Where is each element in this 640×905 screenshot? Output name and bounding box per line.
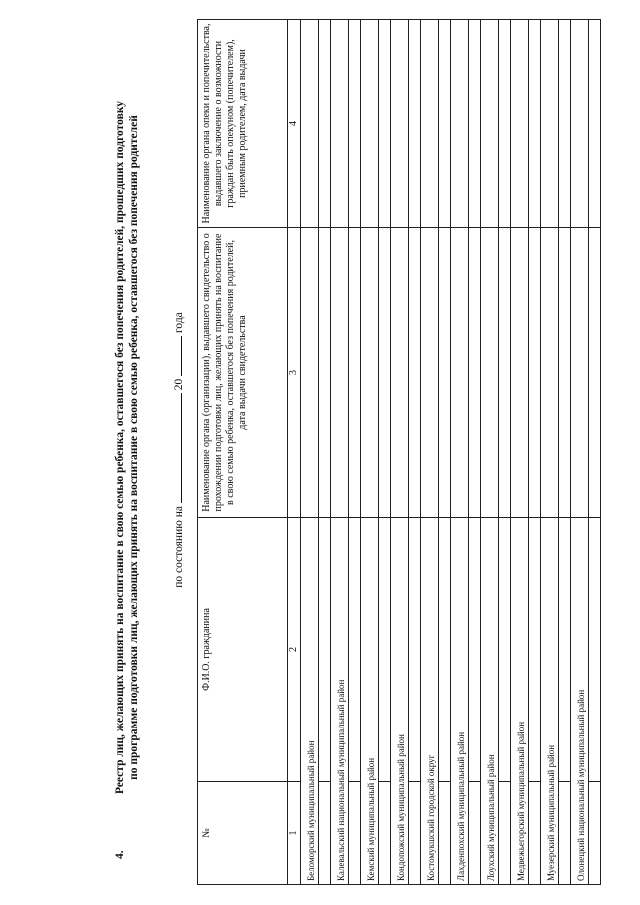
district-row xyxy=(451,20,469,885)
empty-cell xyxy=(589,782,601,885)
empty-cell xyxy=(379,228,391,518)
empty-cell xyxy=(529,518,541,782)
empty-cell xyxy=(379,20,391,228)
empty-cell xyxy=(361,20,379,228)
empty-cell xyxy=(451,20,469,228)
district-row xyxy=(361,20,379,885)
empty-cell xyxy=(349,20,361,228)
year-prefix: 20 xyxy=(173,378,185,391)
empty-cell xyxy=(499,20,511,228)
empty-cell xyxy=(571,228,589,518)
empty-cell xyxy=(409,782,421,885)
empty-cell xyxy=(469,782,481,885)
empty-cell xyxy=(439,518,451,782)
header-number: № xyxy=(198,782,288,885)
empty-cell xyxy=(319,782,331,885)
as-of-date-line xyxy=(170,285,185,615)
empty-cell xyxy=(589,228,601,518)
entry-row xyxy=(439,20,451,885)
registry-heading xyxy=(113,60,141,859)
empty-cell xyxy=(391,228,409,518)
column-number: 4 xyxy=(288,20,301,228)
district-name: Кемский муниципальный район xyxy=(361,518,379,885)
empty-cell xyxy=(361,228,379,518)
empty-cell xyxy=(571,20,589,228)
empty-cell xyxy=(379,518,391,782)
empty-cell xyxy=(301,228,319,518)
entry-row xyxy=(349,20,361,885)
district-name: Олонецкий национальный муниципальный район xyxy=(571,518,589,885)
district-row xyxy=(541,20,559,885)
district-row xyxy=(301,20,319,885)
empty-cell xyxy=(499,518,511,782)
entry-row xyxy=(559,20,571,885)
empty-cell xyxy=(499,228,511,518)
column-number: 2 xyxy=(288,518,301,782)
district-name: Калевальский национальный муниципальный район xyxy=(331,518,349,885)
empty-cell xyxy=(421,228,439,518)
empty-cell xyxy=(421,20,439,228)
empty-cell xyxy=(349,228,361,518)
empty-cell xyxy=(331,20,349,228)
empty-cell xyxy=(511,228,529,518)
empty-cell xyxy=(439,20,451,228)
district-row xyxy=(481,20,499,885)
empty-cell xyxy=(559,782,571,885)
district-row xyxy=(571,20,589,885)
entry-row xyxy=(529,20,541,885)
empty-cell xyxy=(319,20,331,228)
header-row xyxy=(198,20,288,885)
district-name: Лоухский муниципальный район xyxy=(481,518,499,885)
empty-cell xyxy=(349,782,361,885)
entry-row xyxy=(499,20,511,885)
year-blank xyxy=(170,336,182,376)
entry-row xyxy=(319,20,331,885)
district-row xyxy=(511,20,529,885)
heading-line-1: Реестр лиц, желающих принять на воспитание в свою семью ребенка, оставшегося без попечения родителей, прошедших подготовку xyxy=(114,100,126,795)
empty-cell xyxy=(499,782,511,885)
district-name: Медвежьегорский муниципальный район xyxy=(511,518,529,885)
header-certificate-issuer: Наименование органа (организации), выдавшего свидетельство о прохождении подготовки лиц, желающих принять на воспитание в свою семью ребенка, оставшегося без попечения родителей, дата выдачи свидетельства xyxy=(198,228,288,518)
as-of-prefix: по состоянию на xyxy=(173,506,185,588)
empty-cell xyxy=(541,228,559,518)
empty-cell xyxy=(529,782,541,885)
district-row xyxy=(421,20,439,885)
empty-cell xyxy=(589,20,601,228)
as-of-suffix: года xyxy=(173,312,185,334)
empty-cell xyxy=(481,228,499,518)
entry-row xyxy=(409,20,421,885)
column-number: 3 xyxy=(288,228,301,518)
district-name: Лахденпохский муниципальный район xyxy=(451,518,469,885)
empty-cell xyxy=(529,20,541,228)
empty-cell xyxy=(331,228,349,518)
entry-row xyxy=(379,20,391,885)
empty-cell xyxy=(391,20,409,228)
empty-cell xyxy=(319,228,331,518)
empty-cell xyxy=(469,228,481,518)
date-blank xyxy=(170,393,182,503)
empty-cell xyxy=(541,20,559,228)
entry-row xyxy=(469,20,481,885)
empty-cell xyxy=(439,228,451,518)
empty-cell xyxy=(439,782,451,885)
empty-cell xyxy=(469,20,481,228)
district-name: Кондопожский муниципальный район xyxy=(391,518,409,885)
district-row xyxy=(331,20,349,885)
district-name: Муезерский муниципальный район xyxy=(541,518,559,885)
empty-cell xyxy=(529,228,541,518)
empty-cell xyxy=(451,228,469,518)
empty-cell xyxy=(409,518,421,782)
empty-cell xyxy=(301,20,319,228)
empty-cell xyxy=(379,782,391,885)
district-name: Беломорский муниципальный район xyxy=(301,518,319,885)
entry-row xyxy=(589,20,601,885)
empty-cell xyxy=(511,20,529,228)
district-row xyxy=(391,20,409,885)
column-number-row xyxy=(288,20,301,885)
empty-cell xyxy=(469,518,481,782)
district-name: Костомукшский городской округ xyxy=(421,518,439,885)
empty-cell xyxy=(559,20,571,228)
heading-line-2: по программе подготовки лиц, желающих принять на воспитание в свою семью ребенка, оставшегося без попечения родителей xyxy=(128,115,140,780)
section-number: 4. xyxy=(114,850,126,859)
empty-cell xyxy=(589,518,601,782)
empty-cell xyxy=(409,228,421,518)
empty-cell xyxy=(481,20,499,228)
empty-cell xyxy=(409,20,421,228)
empty-cell xyxy=(559,228,571,518)
column-number: 1 xyxy=(288,782,301,885)
header-guardianship-authority: Наименование органа опеки и попечительства, выдавшего заключение о возможности граждан быть опекуном (попечителем), приемным родителем, дата выдачи xyxy=(198,20,288,228)
empty-cell xyxy=(349,518,361,782)
registry-table xyxy=(197,19,601,885)
empty-cell xyxy=(559,518,571,782)
empty-cell xyxy=(319,518,331,782)
header-full-name: Ф.И.О. гражданина xyxy=(198,518,288,782)
